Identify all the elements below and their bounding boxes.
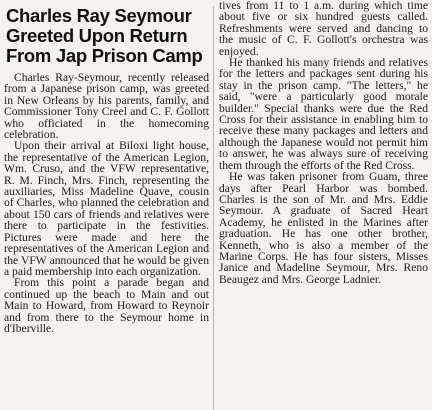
headline-line: From Jap Prison Camp <box>6 45 203 66</box>
headline-line: Greeted Upon Return <box>6 25 188 46</box>
article-headline <box>6 6 209 66</box>
headline-line: Charles Ray Seymour <box>6 5 192 26</box>
article-paragraph: Upon their arrival at Biloxi light house, the representative of the American Legion, Wm. Cruso, and the VFW representative, R. M. Finch, Mrs. Finch, representing the auxiliaries, Miss Madeline Quave, cousin of Charles, who planned the celebration and about 150 cars of friends and relatives were there to participate in the festivities. Pictures were made and here the representatives of the American Legion and the VFW announced that he would be given a paid membership into each organization. <box>4 139 209 278</box>
left-column <box>4 0 209 334</box>
article-paragraph: Charles Ray-Seymour, recently released from a Japanese prison camp, was greeted in New Orleans by his parents, family, and Commissioner Tony Creel and C. F. Gollott who officiated in the homecoming celebration. <box>4 71 209 142</box>
column-divider <box>213 6 214 410</box>
right-column <box>219 0 428 285</box>
article-paragraph: He was taken prisoner from Guam, three days after Pearl Harbor was bombed. Charles is the son of Mr. and Mrs. Eddie Seymour. A graduate of Sacred Heart Academy, he enlisted in the Marines after graduation. He has one other brother, Kenneth, who is also a member of the Marine Corps. He has four sisters, Misses Janice and Madeline Seymour, Mrs. Reno Beaugez and Mrs. George Ladnier. <box>219 170 428 286</box>
article-paragraph: From this point a parade began and continued up the beach to Main and out Main to Howard, from Howard to Reynoir and from there to the Seymour home in d'Iberville. <box>4 276 209 335</box>
article-paragraph-continued: tives from 11 to 1 a.m. during which time about five or six hundred guests called. Refreshments were served and dancing to the music of C. F. Gollott's orchestra was enjoyed. <box>219 0 428 58</box>
article-paragraph: He thanked his many friends and relatives for the letters and packages sent during his stay in the prison camp. "The letters," he said, "were a particularly good morale builder." Special thanks were due the Red Cross for their assistance in enabling him to receive these many packages and letters and although the Japanese would not permit him to answer, he was always sure of receiving them through the efforts of the Red Cross. <box>219 56 428 172</box>
